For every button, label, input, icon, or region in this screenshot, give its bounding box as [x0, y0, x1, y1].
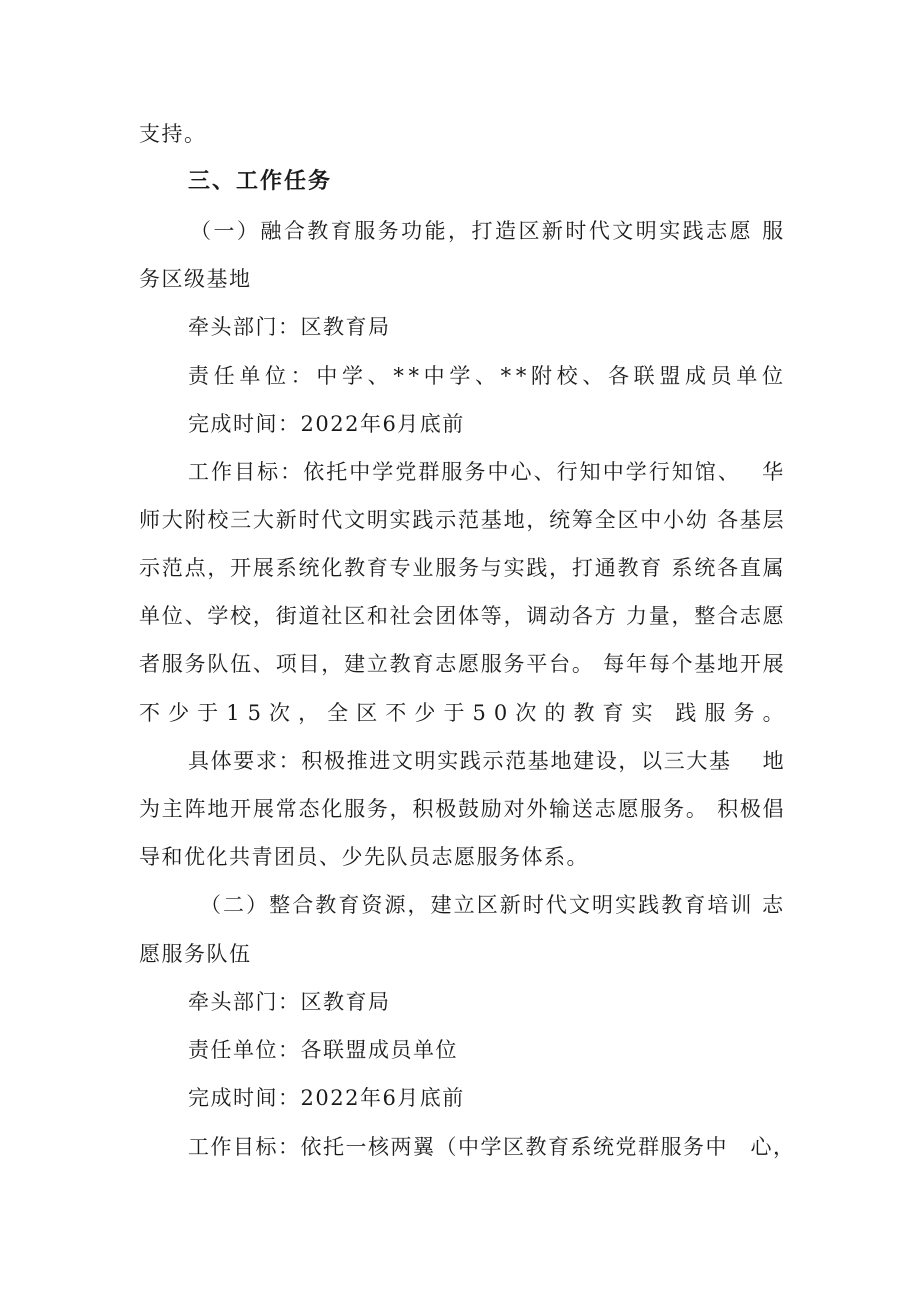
lead-department: 牵头部门：区教育局	[188, 990, 391, 1014]
text-line: 单位、学校，街道社区和社会团体等，调动各方 力量，整合志愿	[139, 604, 786, 628]
section-heading: 三、工作任务	[188, 169, 333, 194]
work-goal: 工作目标：依托中学党群服务中心、行知中学行知馆、 华	[188, 460, 786, 484]
completion-time: 完成时间：2022年6月底前	[188, 1086, 465, 1110]
subsection-title-continued: 愿服务队伍	[139, 942, 252, 966]
text-line: 师大附校三大新时代文明实践示范基地，统筹全区中小幼 各基层	[139, 508, 786, 532]
lead-department: 牵头部门：区教育局	[188, 315, 391, 339]
subsection-title: （一）融合教育服务功能，打造区新时代文明实践志愿 服	[190, 219, 786, 243]
responsible-units: 责任单位：中学、**中学、**附校、各联盟成员单位	[188, 364, 788, 388]
subsection-title-continued: 务区级基地	[139, 267, 252, 291]
text-line: 不少于15次，全区不少于50次的教育实 践服务。	[139, 701, 792, 725]
responsible-units: 责任单位：各联盟成员单位	[188, 1038, 458, 1062]
completion-time: 完成时间：2022年6月底前	[188, 412, 465, 436]
specific-requirements: 具体要求：积极推进文明实践示范基地建设，以三大基 地	[188, 749, 786, 773]
subsection-title: （二）整合教育资源，建立区新时代文明实践教育培训 志	[200, 893, 786, 917]
work-goal: 工作目标：依托一核两翼（中学区教育系统党群服务中 心，	[188, 1135, 796, 1159]
text-line: 导和优化共青团员、少先队员志愿服务体系。	[139, 845, 589, 869]
text-line: 者服务队伍、项目，建立教育志愿服务平台。 每年每个基地开展	[139, 652, 786, 676]
text-line: 为主阵地开展常态化服务，积极鼓励对外输送志愿服务。 积极倡	[139, 797, 786, 821]
text-line: 支持。	[139, 122, 207, 146]
text-line: 示范点，开展系统化教育专业服务与实践，打通教育 系统各直属	[139, 556, 786, 580]
